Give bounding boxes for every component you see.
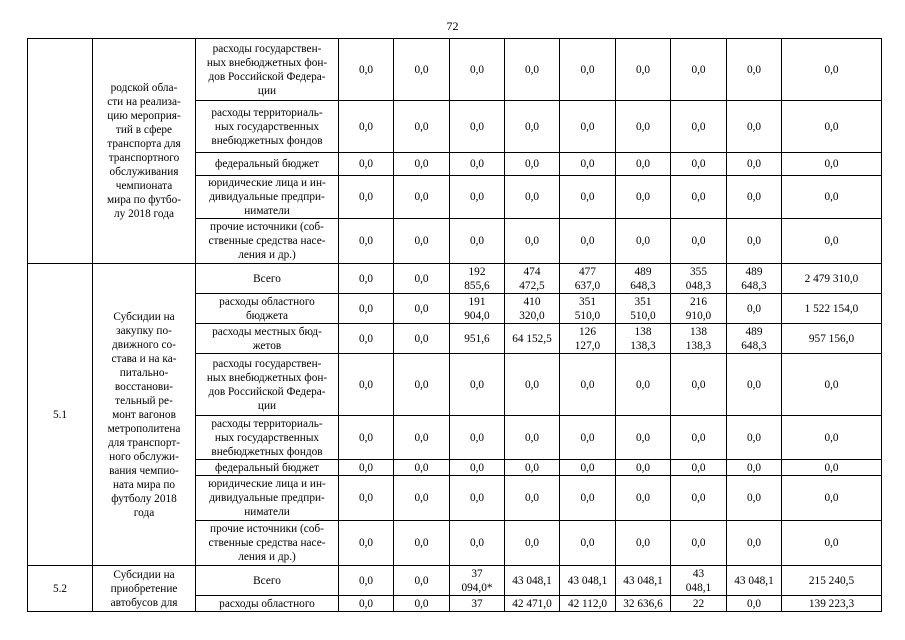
value-cell: 0,0 bbox=[450, 39, 505, 101]
value-cell: 0,0 bbox=[727, 176, 782, 219]
value-cell: 0,0 bbox=[560, 153, 616, 176]
value-cell: 0,0 bbox=[450, 176, 505, 219]
value-cell: 0,0 bbox=[450, 460, 505, 476]
value-cell: 0,0 bbox=[560, 101, 616, 153]
value-cell: 0,0 bbox=[394, 176, 450, 219]
funding-source: Всего bbox=[196, 264, 339, 294]
value-cell: 43 048,1 bbox=[616, 566, 671, 596]
section-description: Субсидии на приобретение автобусов для bbox=[93, 566, 196, 612]
value-cell: 0,0 bbox=[505, 219, 560, 264]
value-cell: 0,0 bbox=[560, 176, 616, 219]
value-cell: 0,0 bbox=[505, 416, 560, 460]
section-description: родской обла- сти на реализа- цию мероприя- тий в сфере транспорта для транспортного обслуживания чемпионата мира по футбо- лу 2018 года bbox=[93, 39, 196, 264]
value-cell: 0,0 bbox=[727, 476, 782, 521]
value-cell: 0,0 bbox=[727, 219, 782, 264]
value-cell: 0,0 bbox=[339, 101, 394, 153]
value-cell: 0,0 bbox=[339, 566, 394, 596]
value-cell: 489 648,3 bbox=[727, 324, 782, 354]
value-cell: 0,0 bbox=[505, 176, 560, 219]
value-cell: 43 048,1 bbox=[671, 566, 727, 596]
value-cell: 0,0 bbox=[616, 219, 671, 264]
value-cell: 37 bbox=[450, 596, 505, 612]
value-cell: 0,0 bbox=[782, 101, 882, 153]
value-cell: 0,0 bbox=[394, 460, 450, 476]
table-row bbox=[28, 566, 882, 596]
value-cell: 0,0 bbox=[727, 153, 782, 176]
value-cell: 0,0 bbox=[727, 294, 782, 324]
value-cell: 0,0 bbox=[782, 521, 882, 566]
value-cell: 0,0 bbox=[671, 153, 727, 176]
value-cell: 0,0 bbox=[560, 460, 616, 476]
value-cell: 64 152,5 bbox=[505, 324, 560, 354]
value-cell: 0,0 bbox=[782, 476, 882, 521]
value-cell: 0,0 bbox=[505, 521, 560, 566]
value-cell: 0,0 bbox=[450, 101, 505, 153]
value-cell: 0,0 bbox=[450, 354, 505, 416]
value-cell: 0,0 bbox=[727, 354, 782, 416]
value-cell: 0,0 bbox=[727, 521, 782, 566]
value-cell: 191 904,0 bbox=[450, 294, 505, 324]
value-cell: 351 510,0 bbox=[560, 294, 616, 324]
value-cell: 0,0 bbox=[450, 416, 505, 460]
value-cell: 351 510,0 bbox=[616, 294, 671, 324]
value-cell: 0,0 bbox=[782, 219, 882, 264]
value-cell: 0,0 bbox=[505, 354, 560, 416]
value-cell: 0,0 bbox=[616, 521, 671, 566]
value-cell: 192 855,6 bbox=[450, 264, 505, 294]
value-cell: 0,0 bbox=[394, 354, 450, 416]
value-cell: 138 138,3 bbox=[671, 324, 727, 354]
value-cell: 0,0 bbox=[727, 39, 782, 101]
value-cell: 951,6 bbox=[450, 324, 505, 354]
value-cell: 0,0 bbox=[394, 294, 450, 324]
funding-source: прочие источники (соб- ственные средства насе- ления и др.) bbox=[196, 521, 339, 566]
value-cell: 0,0 bbox=[616, 39, 671, 101]
value-cell: 0,0 bbox=[727, 460, 782, 476]
value-cell: 0,0 bbox=[394, 566, 450, 596]
funding-source: расходы областного bbox=[196, 596, 339, 612]
value-cell: 410 320,0 bbox=[505, 294, 560, 324]
value-cell: 0,0 bbox=[616, 354, 671, 416]
value-cell: 216 910,0 bbox=[671, 294, 727, 324]
value-cell: 0,0 bbox=[782, 354, 882, 416]
value-cell: 0,0 bbox=[727, 101, 782, 153]
value-cell: 0,0 bbox=[782, 416, 882, 460]
value-cell: 957 156,0 bbox=[782, 324, 882, 354]
value-cell: 0,0 bbox=[394, 101, 450, 153]
value-cell: 0,0 bbox=[394, 153, 450, 176]
value-cell: 0,0 bbox=[505, 39, 560, 101]
value-cell: 0,0 bbox=[560, 39, 616, 101]
funding-source: Всего bbox=[196, 566, 339, 596]
value-cell: 0,0 bbox=[616, 176, 671, 219]
value-cell: 0,0 bbox=[616, 476, 671, 521]
value-cell: 0,0 bbox=[505, 460, 560, 476]
section-number: 5.2 bbox=[28, 566, 93, 612]
funding-source: федеральный бюджет bbox=[196, 153, 339, 176]
value-cell: 126 127,0 bbox=[560, 324, 616, 354]
value-cell: 0,0 bbox=[727, 416, 782, 460]
value-cell: 477 637,0 bbox=[560, 264, 616, 294]
value-cell: 0,0 bbox=[782, 460, 882, 476]
value-cell: 0,0 bbox=[671, 476, 727, 521]
value-cell: 0,0 bbox=[394, 596, 450, 612]
value-cell: 0,0 bbox=[671, 354, 727, 416]
value-cell: 0,0 bbox=[339, 354, 394, 416]
value-cell: 0,0 bbox=[782, 153, 882, 176]
value-cell: 37 094,0* bbox=[450, 566, 505, 596]
table-row bbox=[28, 39, 882, 101]
funding-source: расходы территориаль- ных государственных внебюджетных фондов bbox=[196, 416, 339, 460]
value-cell: 0,0 bbox=[339, 153, 394, 176]
value-cell: 0,0 bbox=[339, 324, 394, 354]
value-cell: 0,0 bbox=[616, 101, 671, 153]
value-cell: 0,0 bbox=[450, 476, 505, 521]
value-cell: 0,0 bbox=[671, 460, 727, 476]
value-cell: 0,0 bbox=[450, 219, 505, 264]
value-cell: 0,0 bbox=[560, 476, 616, 521]
value-cell: 0,0 bbox=[394, 416, 450, 460]
value-cell: 0,0 bbox=[505, 476, 560, 521]
funding-source: юридические лица и ин- дивидуальные предпри- ниматели bbox=[196, 176, 339, 219]
value-cell: 0,0 bbox=[671, 521, 727, 566]
funding-source: расходы территориаль- ных государственных внебюджетных фондов bbox=[196, 101, 339, 153]
value-cell: 0,0 bbox=[339, 476, 394, 521]
value-cell: 0,0 bbox=[616, 416, 671, 460]
value-cell: 0,0 bbox=[339, 460, 394, 476]
section-number bbox=[28, 39, 93, 264]
value-cell: 0,0 bbox=[560, 219, 616, 264]
section-number: 5.1 bbox=[28, 264, 93, 566]
value-cell: 138 138,3 bbox=[616, 324, 671, 354]
value-cell: 2 479 310,0 bbox=[782, 264, 882, 294]
value-cell: 0,0 bbox=[671, 416, 727, 460]
value-cell: 0,0 bbox=[394, 521, 450, 566]
value-cell: 0,0 bbox=[450, 153, 505, 176]
value-cell: 0,0 bbox=[727, 596, 782, 612]
value-cell: 42 112,0 bbox=[560, 596, 616, 612]
page-number: 72 bbox=[446, 19, 459, 33]
value-cell: 0,0 bbox=[560, 416, 616, 460]
value-cell: 0,0 bbox=[339, 521, 394, 566]
value-cell: 22 bbox=[671, 596, 727, 612]
value-cell: 0,0 bbox=[394, 324, 450, 354]
value-cell: 0,0 bbox=[339, 264, 394, 294]
value-cell: 0,0 bbox=[560, 354, 616, 416]
value-cell: 43 048,1 bbox=[560, 566, 616, 596]
value-cell: 139 223,3 bbox=[782, 596, 882, 612]
value-cell: 215 240,5 bbox=[782, 566, 882, 596]
value-cell: 0,0 bbox=[339, 39, 394, 101]
funding-source: расходы местных бюд- жетов bbox=[196, 324, 339, 354]
value-cell: 0,0 bbox=[505, 101, 560, 153]
value-cell: 0,0 bbox=[560, 521, 616, 566]
value-cell: 0,0 bbox=[671, 101, 727, 153]
value-cell: 0,0 bbox=[339, 176, 394, 219]
value-cell: 0,0 bbox=[339, 294, 394, 324]
value-cell: 0,0 bbox=[339, 219, 394, 264]
value-cell: 489 648,3 bbox=[616, 264, 671, 294]
value-cell: 1 522 154,0 bbox=[782, 294, 882, 324]
funding-source: юридические лица и ин- дивидуальные предпри- ниматели bbox=[196, 476, 339, 521]
value-cell: 32 636,6 bbox=[616, 596, 671, 612]
section-description: Субсидии на закупку по- движного со- става и на ка- питально- восстанови- тельный ре- монт вагонов метрополитена для транспорт- ного обслужи- вания чемпио- ната мира по футболу 2018 года bbox=[93, 264, 196, 566]
value-cell: 0,0 bbox=[394, 219, 450, 264]
value-cell: 0,0 bbox=[671, 39, 727, 101]
value-cell: 0,0 bbox=[782, 176, 882, 219]
value-cell: 0,0 bbox=[394, 476, 450, 521]
funding-source: федеральный бюджет bbox=[196, 460, 339, 476]
value-cell: 0,0 bbox=[394, 39, 450, 101]
value-cell: 0,0 bbox=[339, 596, 394, 612]
value-cell: 355 048,3 bbox=[671, 264, 727, 294]
funding-source: расходы областного бюджета bbox=[196, 294, 339, 324]
budget-table bbox=[27, 38, 882, 612]
value-cell: 474 472,5 bbox=[505, 264, 560, 294]
value-cell: 0,0 bbox=[671, 176, 727, 219]
funding-source: прочие источники (соб- ственные средства насе- ления и др.) bbox=[196, 219, 339, 264]
value-cell: 0,0 bbox=[394, 264, 450, 294]
value-cell: 0,0 bbox=[616, 460, 671, 476]
value-cell: 0,0 bbox=[616, 153, 671, 176]
funding-source: расходы государствен- ных внебюджетных фон- дов Российской Федера- ции bbox=[196, 39, 339, 101]
value-cell: 43 048,1 bbox=[727, 566, 782, 596]
value-cell: 0,0 bbox=[782, 39, 882, 101]
value-cell: 0,0 bbox=[339, 416, 394, 460]
funding-source: расходы государствен- ных внебюджетных фон- дов Российской Федера- ции bbox=[196, 354, 339, 416]
value-cell: 43 048,1 bbox=[505, 566, 560, 596]
value-cell: 489 648,3 bbox=[727, 264, 782, 294]
value-cell: 0,0 bbox=[671, 219, 727, 264]
table-row bbox=[28, 264, 882, 294]
value-cell: 0,0 bbox=[505, 153, 560, 176]
value-cell: 0,0 bbox=[450, 521, 505, 566]
value-cell: 42 471,0 bbox=[505, 596, 560, 612]
